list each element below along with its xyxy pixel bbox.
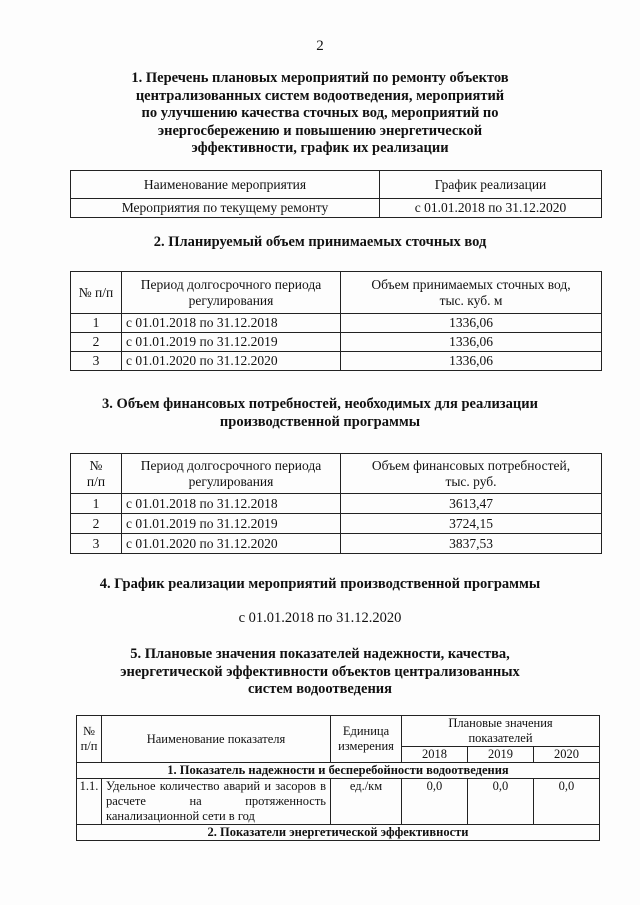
- cell-num: 1: [71, 314, 122, 333]
- header-line: показателей: [468, 731, 533, 745]
- header-line: тыс. руб.: [445, 473, 497, 489]
- col-header-planned: [402, 716, 600, 747]
- section1-title-line: энергосбережению и повышению энергетической: [157, 122, 483, 139]
- section1-title-line: централизованных систем водоотведения, мероприятий: [135, 87, 505, 104]
- cell-schedule: с 01.01.2018 по 31.12.2020: [380, 199, 602, 218]
- header-line: тыс. куб. м: [439, 292, 503, 308]
- col-header-indicator: Наименование показателя: [102, 716, 331, 763]
- table-row: [71, 534, 602, 554]
- cell-activity: Мероприятия по текущему ремонту: [71, 199, 380, 218]
- cell-period: с 01.01.2019 по 31.12.2019: [122, 514, 341, 534]
- col-header-year-2019: 2019: [467, 747, 533, 763]
- col-header-finance: [341, 454, 602, 494]
- section2-table: [70, 271, 602, 371]
- section4-period: с 01.01.2018 по 31.12.2020: [238, 610, 402, 626]
- section3-title: [0, 396, 640, 431]
- page-number: 2: [316, 38, 324, 54]
- header-line: измерения: [338, 739, 394, 753]
- section5-title-line: систем водоотведения: [247, 681, 393, 697]
- cell-num: 2: [71, 514, 122, 534]
- cell-period: с 01.01.2020 по 31.12.2020: [122, 352, 341, 371]
- section5-table: [76, 715, 600, 841]
- col-header-activity: Наименование мероприятия: [71, 171, 380, 199]
- table-row: [71, 352, 602, 371]
- cell-period: с 01.01.2020 по 31.12.2020: [122, 534, 341, 554]
- col-header-schedule: График реализации: [380, 171, 602, 199]
- section2-title: 2. Планируемый объем принимаемых сточных вод: [153, 234, 487, 250]
- cell-value-2018: 0,0: [402, 779, 468, 825]
- section4-title: 4. График реализации мероприятий производственной программы: [99, 576, 541, 592]
- cell-volume: 1336,06: [341, 333, 602, 352]
- header-line: п/п: [86, 473, 106, 489]
- section5-title: [0, 646, 640, 699]
- cell-finance: 3724,15: [341, 514, 602, 534]
- section3-table: [70, 453, 602, 554]
- col-header-num: № п/п: [71, 272, 122, 314]
- col-header-volume: [341, 272, 602, 314]
- header-line: Плановые значения: [448, 716, 553, 730]
- group-header-energy: 2. Показатели энергетической эффективности: [77, 825, 600, 841]
- col-header-year-2018: 2018: [402, 747, 468, 763]
- section1-title-line: по улучшению качества сточных вод, мероприятий по: [141, 105, 499, 121]
- table-row: [71, 514, 602, 534]
- cell-unit: ед./км: [331, 779, 402, 825]
- table-row: [71, 333, 602, 352]
- header-line: п/п: [80, 739, 98, 753]
- section3-title-line: 3. Объем финансовых потребностей, необходимых для реализации: [102, 396, 538, 412]
- cell-indicator: Удельное количество аварий и засоров в расчете на протяженность канализационной сети в год: [102, 779, 331, 825]
- cell-num: 3: [71, 352, 122, 371]
- col-header-year-2020: 2020: [533, 747, 599, 763]
- cell-volume: 1336,06: [341, 314, 602, 333]
- header-line: регулирования: [188, 473, 274, 489]
- header-line: №: [89, 457, 103, 473]
- header-line: Период долгосрочного периода: [140, 457, 322, 473]
- cell-finance: 3837,53: [341, 534, 602, 554]
- section3-title-line: производственной программы: [219, 413, 421, 430]
- section1-title: [0, 70, 640, 158]
- col-header-period: [122, 272, 341, 314]
- cell-num: 3: [71, 534, 122, 554]
- table-row: [71, 314, 602, 333]
- header-line: Объем принимаемых сточных вод,: [371, 276, 571, 292]
- header-line: Единица: [342, 724, 390, 738]
- header-line: Период долгосрочного периода: [140, 276, 322, 292]
- col-header-num: [71, 454, 122, 494]
- section1-title-line: эффективности, график их реализации: [191, 140, 449, 156]
- cell-num: 2: [71, 333, 122, 352]
- cell-period: с 01.01.2018 по 31.12.2018: [122, 494, 341, 514]
- col-header-period: [122, 454, 341, 494]
- section5-title-line: 5. Плановые значения показателей надежности, качества,: [130, 646, 510, 662]
- cell-period: с 01.01.2018 по 31.12.2018: [122, 314, 341, 333]
- group-header-reliability: 1. Показатель надежности и бесперебойности водоотведения: [77, 763, 600, 779]
- cell-period: с 01.01.2019 по 31.12.2019: [122, 333, 341, 352]
- section1-title-line: 1. Перечень плановых мероприятий по ремонту объектов: [131, 70, 509, 86]
- header-line: Объем финансовых потребностей,: [371, 457, 571, 473]
- cell-num: 1: [71, 494, 122, 514]
- col-header-unit: [331, 716, 402, 763]
- cell-volume: 1336,06: [341, 352, 602, 371]
- header-line: №: [83, 724, 95, 738]
- cell-value-2019: 0,0: [467, 779, 533, 825]
- cell-finance: 3613,47: [341, 494, 602, 514]
- table-row: [71, 494, 602, 514]
- cell-num: 1.1.: [77, 779, 102, 825]
- col-header-num: [77, 716, 102, 763]
- header-line: регулирования: [188, 292, 274, 308]
- section1-table: [70, 170, 602, 218]
- section5-title-line: энергетической эффективности объектов централизованных: [120, 663, 520, 680]
- table-row: [77, 779, 600, 825]
- cell-value-2020: 0,0: [533, 779, 599, 825]
